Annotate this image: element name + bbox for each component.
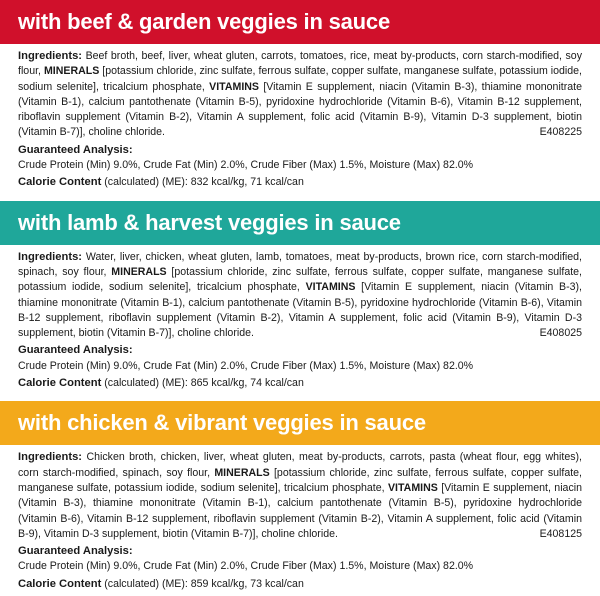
ingredients-text: Ingredients: Beef broth, beef, liver, wheat gluten, carrots, tomatoes, rice, meat by-products, corn starch-modified, soy flour, MINERALS [potassium chloride, zinc sulfate, ferrous sulfate, copper sulfate, manganese sulfate, potassium iodide, sodium selenite], tricalcium phosphate, VITAMINS [Vitamin E supplement, niacin (Vitamin B-3), thiamine mononitrate (Vitamin B-1), calcium pantothenate (Vitamin B-5), pyridoxine hydrochloride (Vitamin B-6), Vitamin B-12 supplement, riboflavin supplement (Vitamin B-2), Vitamin A supplement, folic acid (Vitamin B-9), Vitamin D-3 supplement, biotin (Vitamin B-7)], choline chloride. E408225 bbox=[18, 49, 582, 141]
section-body bbox=[0, 245, 600, 396]
recipe-section-lamb bbox=[0, 201, 600, 396]
guaranteed-analysis-label: Guaranteed Analysis: bbox=[18, 545, 133, 558]
calorie-content bbox=[18, 376, 582, 391]
guaranteed-analysis-label: Guaranteed Analysis: bbox=[18, 143, 133, 156]
product-code: E408225 bbox=[539, 126, 582, 139]
calorie-content-label: Calorie Content bbox=[18, 377, 102, 390]
calorie-content-value: (calculated) (ME): 865 kcal/kg, 74 kcal/can bbox=[101, 377, 304, 390]
ingredients-label: Ingredients: bbox=[18, 451, 83, 464]
guaranteed-analysis-text: Crude Protein (Min) 9.0%, Crude Fat (Min) 2.0%, Crude Fiber (Max) 1.5%, Moisture (Max) 82.0% bbox=[18, 359, 474, 372]
calorie-content bbox=[18, 577, 582, 592]
section-banner bbox=[0, 201, 600, 245]
minerals-label: MINERALS bbox=[214, 466, 270, 479]
calorie-content-label: Calorie Content bbox=[18, 176, 102, 189]
section-banner bbox=[0, 401, 600, 445]
guaranteed-analysis-text: Crude Protein (Min) 9.0%, Crude Fat (Min) 2.0%, Crude Fiber (Max) 1.5%, Moisture (Max) 82.0% bbox=[18, 560, 474, 573]
recipe-section-chicken bbox=[0, 401, 600, 596]
vitamins-label: VITAMINS bbox=[387, 481, 438, 494]
calorie-content bbox=[18, 175, 582, 190]
section-banner bbox=[0, 0, 600, 44]
section-body bbox=[0, 445, 600, 596]
product-code: E408125 bbox=[539, 527, 582, 540]
section-title: with lamb & harvest veggies in sauce bbox=[18, 209, 401, 235]
vitamins-label: VITAMINS bbox=[209, 80, 259, 93]
calorie-content-value: (calculated) (ME): 859 kcal/kg, 73 kcal/can bbox=[101, 577, 304, 590]
vitamins-label: VITAMINS bbox=[305, 281, 356, 294]
section-title: with chicken & vibrant veggies in sauce bbox=[18, 410, 426, 436]
minerals-label: MINERALS bbox=[111, 265, 167, 278]
product-code: E408025 bbox=[539, 327, 582, 340]
recipe-section-beef bbox=[0, 0, 600, 195]
minerals-label: MINERALS bbox=[43, 65, 100, 78]
ingredients-label: Ingredients: bbox=[18, 250, 83, 263]
section-body bbox=[0, 44, 600, 195]
ingredients-label: Ingredients: bbox=[18, 50, 83, 62]
ingredients-text: Ingredients: Chicken broth, chicken, liver, wheat gluten, meat by-products, carrots, pasta (wheat flour, egg whites), corn starch-modified, spinach, soy flour, MINERALS [potassium chloride, zinc sulfate, ferrous sulfate, copper sulfate, manganese sulfate, potassium iodide, sodium selenite], tricalcium phosphate, VITAMINS [Vitamin E supplement, niacin (Vitamin B-3), thiamine mononitrate (Vitamin B-1), calcium pantothenate (Vitamin B-5), pyridoxine hydrochloride (Vitamin B-6), Vitamin B-12 supplement, riboflavin supplement (Vitamin B-2), Vitamin A supplement, folic acid (Vitamin B-9), Vitamin D-3 supplement, biotin (Vitamin B-7)], choline chloride. E408125 bbox=[18, 450, 582, 542]
calorie-content-value: (calculated) (ME): 832 kcal/kg, 71 kcal/can bbox=[101, 176, 304, 189]
section-title: with beef & garden veggies in sauce bbox=[18, 9, 390, 34]
calorie-content-label: Calorie Content bbox=[18, 577, 102, 590]
guaranteed-analysis-text: Crude Protein (Min) 9.0%, Crude Fat (Min) 2.0%, Crude Fiber (Max) 1.5%, Moisture (Max) 82.0% bbox=[18, 159, 474, 172]
guaranteed-analysis-label: Guaranteed Analysis: bbox=[18, 344, 133, 357]
ingredients-text: Ingredients: Water, liver, chicken, wheat gluten, lamb, tomatoes, meat by-products, brown rice, corn starch-modified, spinach, soy flour, MINERALS [potassium chloride, zinc sulfate, ferrous sulfate, copper sulfate, manganese sulfate, potassium iodide, sodium selenite], tricalcium phosphate, VITAMINS [Vitamin E supplement, niacin (Vitamin B-3), thiamine mononitrate (Vitamin B-1), calcium pantothenate (Vitamin B-5), pyridoxine hydrochloride (Vitamin B-6), Vitamin B-12 supplement, riboflavin supplement (Vitamin B-2), Vitamin A supplement, folic acid (Vitamin B-9), Vitamin D-3 supplement, biotin (Vitamin B-7)], choline chloride. E408025 bbox=[18, 250, 582, 342]
